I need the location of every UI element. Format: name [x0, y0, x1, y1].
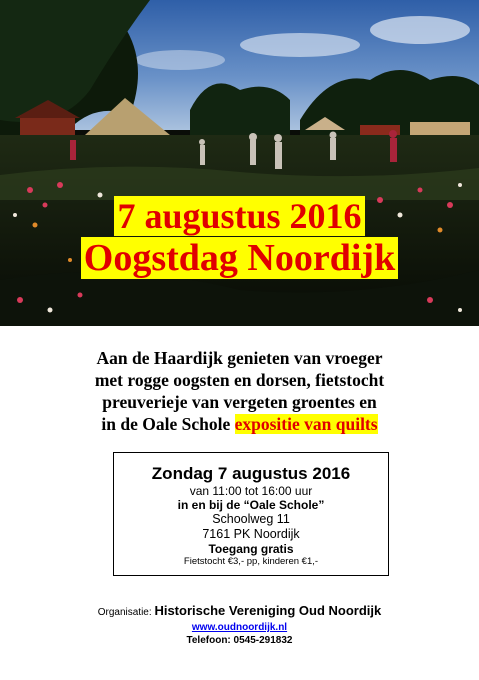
headline-date-text: 7 augustus 2016	[114, 196, 364, 236]
organisation-phone: Telefoon: 0545-291832	[186, 635, 293, 646]
organisation-line	[0, 603, 479, 621]
event-bike-tour: Fietstocht €3,- pp, kinderen €1,-	[183, 556, 319, 567]
intro-line	[0, 413, 479, 435]
event-street: Schoolweg 11	[212, 512, 290, 526]
headline-date	[0, 198, 479, 234]
event-info-box	[113, 452, 389, 576]
event-time: van 11:00 tot 16:00 uur	[189, 484, 313, 498]
headline-event	[0, 239, 479, 277]
event-venue: in en bij de “Oale Schole”	[177, 498, 325, 512]
event-date-title: Zondag 7 augustus 2016	[151, 464, 351, 483]
hero-photo	[0, 0, 479, 326]
intro-line: met rogge oogsten en dorsen, fietstocht	[94, 370, 385, 390]
intro-highlight: expositie van quilts	[234, 414, 378, 434]
intro-line: Aan de Haardijk genieten van vroeger	[96, 348, 383, 368]
intro-line-prefix: in de Oale Schole	[101, 414, 235, 434]
organisation-label: Organisatie:	[97, 607, 155, 618]
organisation-block	[0, 603, 479, 647]
intro-text	[0, 347, 479, 435]
event-city: 7161 PK Noordijk	[202, 527, 300, 541]
organisation-name: Historische Vereniging Oud Noordijk	[154, 603, 382, 618]
organisation-website-link[interactable]: www.oudnoordijk.nl	[191, 622, 288, 633]
intro-line: preuverieje van vergeten groentes en	[102, 392, 377, 412]
event-entry: Toegang gratis	[208, 542, 294, 556]
headline-event-text: Oogstdag Noordijk	[81, 237, 398, 279]
